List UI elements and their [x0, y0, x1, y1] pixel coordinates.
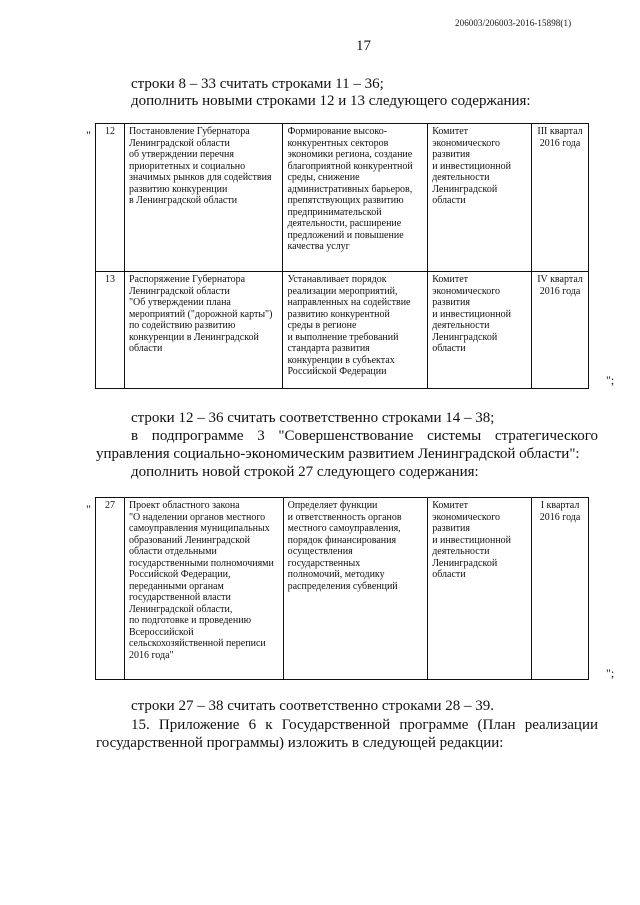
- row-number: 13: [96, 272, 125, 389]
- page-number: 17: [356, 38, 371, 54]
- result-cell: Устанавливает порядок реализации мероприятий, направленных на содействие развитию конкурентной среды в регионе и выполнение требований стандарта развития конкуренции в субъектах Российской Федерации: [283, 272, 428, 389]
- middle-line-4: дополнить новой строкой 27 следующего содержания:: [131, 464, 479, 480]
- table1-close-quote: ";: [606, 373, 615, 387]
- table1-open-quote: ": [86, 128, 91, 142]
- result-cell: Формирование высоко- конкурентных секторов экономики региона, создание благоприятной конкурентной среды, снижение административных барьеров, препятствующих развитию предпринимательской деятельности, расширение предложений и повышение качества услуг: [283, 124, 428, 272]
- footer-line-2: 15. Приложение 6 к Государственной программе (План реализации: [131, 717, 598, 733]
- executor-cell: Комитет экономического развития и инвестиционной деятельности Ленинградской области: [428, 498, 532, 680]
- middle-line-2: в подпрограмме 3 "Совершенствование системы стратегического: [131, 428, 598, 444]
- executor-cell: Комитет экономического развития и инвестиционной деятельности Ленинградской области: [428, 124, 532, 272]
- row-number: 27: [96, 498, 125, 680]
- table1-row-12: [96, 124, 589, 272]
- footer-line-3: государственной программы) изложить в следующей редакции:: [96, 735, 504, 751]
- intro-line-2: дополнить новыми строками 12 и 13 следующего содержания:: [131, 93, 531, 109]
- document-cell: Распоряжение Губернатора Ленинградской области "Об утверждении плана мероприятий ("дорожной карты") по содействию развитию конкуренции в Ленинградской области: [124, 272, 283, 389]
- table2-open-quote: ": [86, 502, 91, 516]
- result-cell: Определяет функции и ответственность органов местного самоуправления, порядок финансирования осуществления государственных полномочий, методику распределения субвенций: [283, 498, 428, 680]
- document-code: 206003/206003-2016-15898(1): [455, 18, 572, 28]
- table2-row-27: [96, 498, 589, 680]
- middle-line-3: управления социально-экономическим развитием Ленинградской области":: [96, 446, 580, 462]
- intro-line-1: строки 8 – 33 считать строками 11 – 36;: [131, 76, 384, 92]
- executor-cell: Комитет экономического развития и инвестиционной деятельности Ленинградской области: [428, 272, 532, 389]
- document-cell: Проект областного закона "О наделении органов местного самоуправления муниципальных образований Ленинградской области отдельными государственными полномочиями Российской Федерации, переданными органам государственной власти Ленинградской области, по подготовке и проведению Всероссийской сельскохозяйственной переписи 2016 года": [124, 498, 283, 680]
- term-cell: I квартал 2016 года: [532, 498, 589, 680]
- table1-row-13: [96, 272, 589, 389]
- table2-close-quote: ";: [606, 666, 615, 680]
- document-cell: Постановление Губернатора Ленинградской области об утверждении перечня приоритетных и социально значимых рынков для содействия развитию конкуренции в Ленинградской области: [124, 124, 283, 272]
- table-2: [95, 497, 589, 680]
- middle-line-1: строки 12 – 36 считать соответственно строками 14 – 38;: [131, 410, 495, 426]
- row-number: 12: [96, 124, 125, 272]
- term-cell: IV квартал 2016 года: [532, 272, 589, 389]
- footer-line-1: строки 27 – 38 считать соответственно строками 28 – 39.: [131, 698, 495, 714]
- table-1: [95, 123, 589, 389]
- term-cell: III квартал 2016 года: [532, 124, 589, 272]
